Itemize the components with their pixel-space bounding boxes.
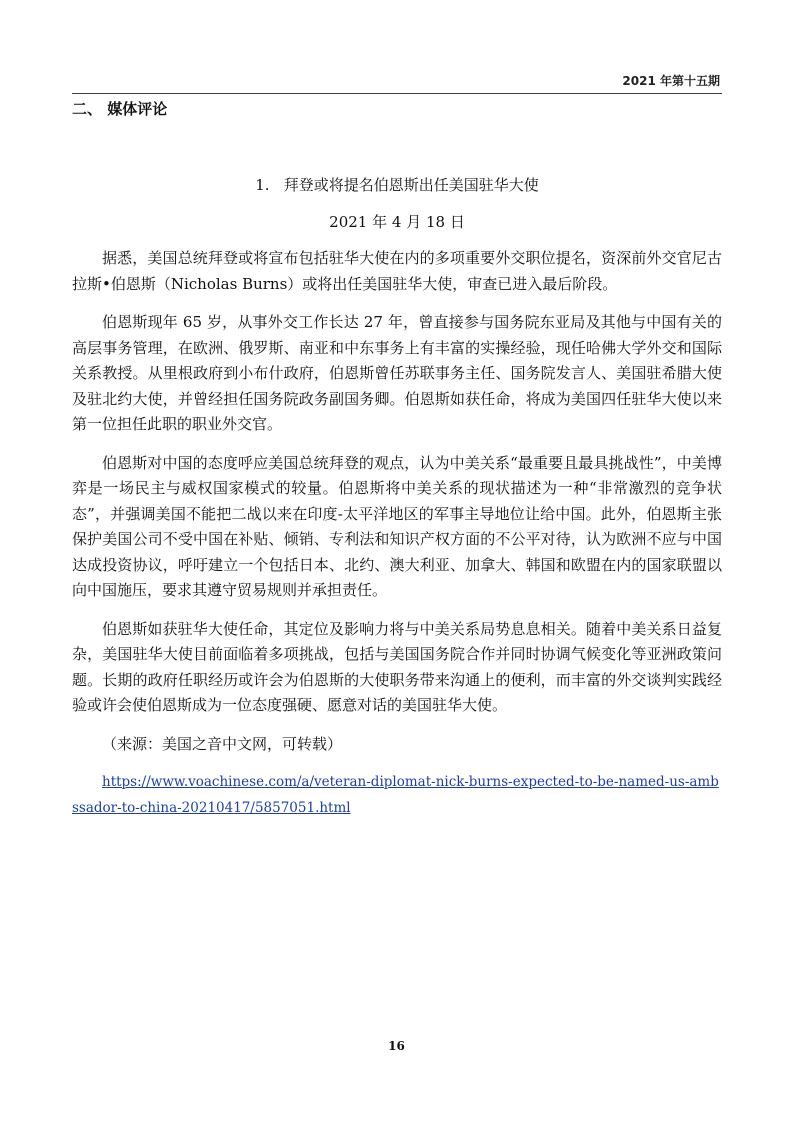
section-title: 二、 媒体评论 xyxy=(72,100,168,118)
source-link[interactable]: https://www.voachinese.com/a/veteran-diplomat-nick-burns-expected-to-be-named-us-ambssador-to-china-20210417/5857051.html xyxy=(72,774,719,816)
article-body xyxy=(72,246,722,821)
source-note: （来源：美国之音中文网，可转载） xyxy=(102,734,343,753)
paragraph: 伯恩斯如获驻华大使任命，其定位及影响力将与中美关系局势息息相关。随着中美关系日益复杂，美国驻华大使目前面临着多项挑战，包括与美国国务院合作并同时协调气候变化等亚洲政策问题。长期的政府任职经历或许会为伯恩斯的大使职务带来沟通上的便利，而丰富的外交谈判实践经验或许会使伯恩斯成为一位态度强硬、愿意对话的美国驻华大使。 xyxy=(72,619,722,714)
article-date: 2021 年 4 月 18 日 xyxy=(329,213,465,231)
paragraph: 伯恩斯对中国的态度呼应美国总统拜登的观点，认为中美关系“最重要且最具挑战性”，中美博弈是一场民主与威权国家模式的较量。伯恩斯将中美关系的现状描述为一种“非常激烈的竞争状态”，并强调美国不能把二战以来在印度-太平洋地区的军事主导地位让给中国。此外，伯恩斯主张保护美国公司不受中国在补贴、倾销、专利法和知识产权方面的不公平对待，认为欧洲不应与中国达成投资协议，呼吁建立一个包括日本、北约、澳大利亚、加拿大、韩国和欧盟在内的国家联盟以向中国施压，要求其遵守贸易规则并承担责任。 xyxy=(72,453,722,599)
issue-label: 2021 年第十五期 xyxy=(622,74,720,88)
page-number: 16 xyxy=(388,1039,405,1053)
paragraph: 伯恩斯现年 65 岁，从事外交工作长达 27 年，曾直接参与国务院东亚局及其他与中国有关的高层事务管理，在欧洲、俄罗斯、南亚和中东事务上有丰富的实操经验，现任哈佛大学外交和国际关系教授。从里根政府到小布什政府，伯恩斯曾任苏联事务主任、国务院发言人、美国驻希腊大使及驻北约大使，并曾经担任国务院政务副国务卿。伯恩斯如获任命，将成为美国四任驻华大使以来第一位担任此职的职业外交官。 xyxy=(72,313,723,433)
page-header xyxy=(72,73,722,94)
article-title: 1. 拜登或将提名伯恩斯出任美国驻华大使 xyxy=(255,176,539,194)
paragraph: 据悉，美国总统拜登或将宣布包括驻华大使在内的多项重要外交职位提名，资深前外交官尼古拉斯•伯恩斯（Nicholas Burns）或将出任美国驻华大使，审查已进入最后阶段。 xyxy=(72,249,722,293)
